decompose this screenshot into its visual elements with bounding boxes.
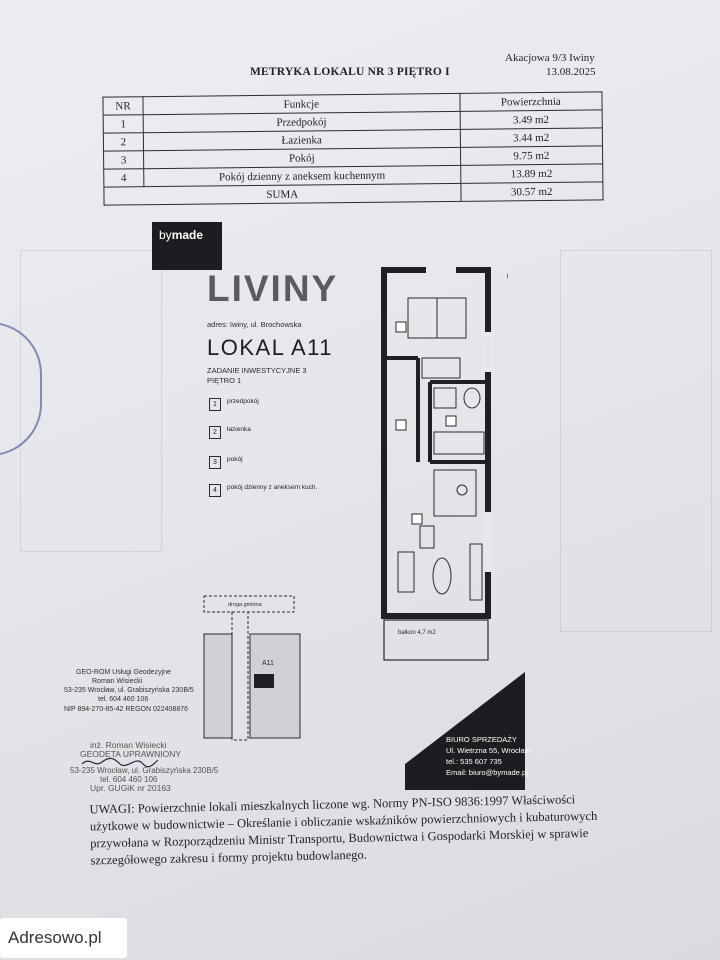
- site-road-label: droga gminna: [228, 602, 262, 608]
- table-sum-row: [104, 182, 603, 205]
- table-header: NR: [103, 97, 143, 115]
- table-cell: 4: [104, 169, 144, 187]
- floor-plan: [378, 262, 508, 662]
- plan-bathtub: [434, 388, 456, 408]
- table-sum-label: SUMA: [104, 183, 461, 205]
- surveyor-phone: tel. 604 460 106: [98, 696, 149, 703]
- plan-room-marker-1: [396, 420, 406, 430]
- sales-address: Ul. Wietrzna 55, Wrocław: [446, 746, 531, 755]
- table-cell: 3.44 m2: [460, 128, 603, 147]
- plan-toilet: [464, 388, 480, 408]
- table-cell: Pokój: [143, 147, 460, 168]
- surveyor-name: Roman Wisiecki: [92, 678, 143, 685]
- sales-email: Email: biuro@bymade.pl: [446, 768, 528, 777]
- plan-tv-cabinet: [470, 544, 482, 600]
- site-plan: [202, 592, 304, 742]
- table-cell: 9.75 m2: [460, 146, 603, 165]
- site-building: [204, 634, 232, 738]
- legend-item: [209, 426, 251, 440]
- stamp-phone: tel. 604 460 106: [100, 775, 158, 784]
- table-cell: Przedpokój: [143, 111, 460, 132]
- table-cell: 2: [103, 133, 143, 151]
- legend-number: 2: [209, 426, 221, 439]
- legend-number: 3: [209, 456, 221, 469]
- table-header: Funkcje: [143, 93, 460, 114]
- plan-window: [483, 512, 493, 572]
- plan-room-marker-2: [446, 416, 456, 426]
- table-cell: 3.49 m2: [460, 110, 603, 129]
- balcony-label: balkon 4,7 m2: [398, 630, 436, 636]
- stamp-line-2: GEODETA UPRAWNIONY: [80, 749, 182, 759]
- plan-balcony: [384, 620, 488, 660]
- plan-table: [433, 558, 451, 594]
- table-sum-value: 30.57 m2: [460, 182, 603, 201]
- surveyor-company: GEO-ROM Usługi Geodezyjne: [76, 669, 171, 676]
- plan-washbasin: [434, 432, 484, 454]
- bymade-logo: [152, 222, 222, 270]
- header-address: Akacjowa 9/3 Iwiny: [505, 52, 595, 64]
- plan-window: [426, 265, 456, 275]
- site-unit-label: A11: [262, 660, 274, 667]
- table-cell: 1: [103, 115, 143, 133]
- plan-chair: [420, 526, 434, 548]
- plan-sofa: [398, 552, 414, 592]
- plan-window: [483, 332, 493, 372]
- stamp-line-1: inż. Roman Wisiecki: [90, 740, 167, 750]
- site-driveway: [232, 612, 248, 740]
- plan-kitchen-counter: [434, 470, 476, 516]
- table-cell: 3: [104, 151, 144, 169]
- legend-label: przedpokój: [227, 398, 259, 405]
- stamp-address: 53-235 Wrocław, ul. Grabiszyńska 230B/5: [70, 766, 219, 775]
- watermark-logo: Adresowo.pl: [0, 918, 127, 958]
- legend-number: 4: [209, 484, 221, 497]
- legend-label: pokój: [227, 456, 243, 463]
- notes-paragraph: UWAGI: Powierzchnie lokali mieszkalnych liczone wg. Normy PN-ISO 9836:1997 Właściwości użytkowe w budownictwie – Określanie i obliczanie wskaźników powierzchniowych i kubaturowych przywołana w Rozporządzeniu Ministr Transportu, Budownictwa i Gospodarki Morskiej w sprawie szczegółowego zakresu i formy projektu budowlanego.: [89, 792, 598, 868]
- plan-room-marker-3: [396, 322, 406, 332]
- surveyor-address: 53-235 Wrocław, ul. Grabiszyńska 230B/5: [64, 687, 194, 694]
- legend-item: [209, 484, 317, 498]
- legend-number: 1: [209, 398, 221, 411]
- legend-label: pokój dzienny z aneksem kuch.: [227, 484, 318, 491]
- plan-wardrobe: [422, 358, 460, 378]
- table-header: Powierzchnia: [459, 92, 602, 111]
- brand-made: made: [171, 228, 204, 242]
- floor-label: PIĘTRO 1: [207, 376, 242, 385]
- project-name: LIVINY: [207, 268, 339, 309]
- plan-stove: [457, 485, 467, 495]
- area-table: [102, 91, 603, 205]
- investment-stage: ZADANIE INWESTYCYJNE 3: [207, 366, 307, 375]
- brand-by: by: [159, 228, 172, 242]
- sales-phone: tel.: 535 607 735: [446, 757, 502, 766]
- legend-item: [209, 398, 259, 412]
- sales-office-info: [446, 734, 530, 778]
- plan-room-marker-4: [412, 514, 422, 524]
- header-date: 13.08.2025: [546, 66, 596, 78]
- surveyor-ids: NIP 894-270-85-42 REGON 022408876: [64, 706, 189, 713]
- legend-item: [209, 456, 243, 470]
- table-cell: 13.89 m2: [460, 164, 603, 183]
- sales-title: BIURO SPRZEDAŻY: [446, 735, 517, 744]
- legend-label: łazienka: [227, 426, 251, 433]
- table-cell: Pokój dzienny z aneksem kuchennym: [144, 165, 461, 186]
- document-title: METRYKA LOKALU NR 3 PIĘTRO I: [250, 66, 450, 78]
- table-cell: Łazienka: [143, 129, 460, 150]
- project-address: adres: Iwiny, ul. Brochowska: [207, 320, 302, 329]
- unit-title: LOKAL A11: [207, 335, 334, 360]
- background-ghost-print: [560, 250, 712, 632]
- stamp-license: Upr. GUGiK nr 20163: [90, 783, 171, 793]
- site-unit-highlight: [254, 674, 274, 688]
